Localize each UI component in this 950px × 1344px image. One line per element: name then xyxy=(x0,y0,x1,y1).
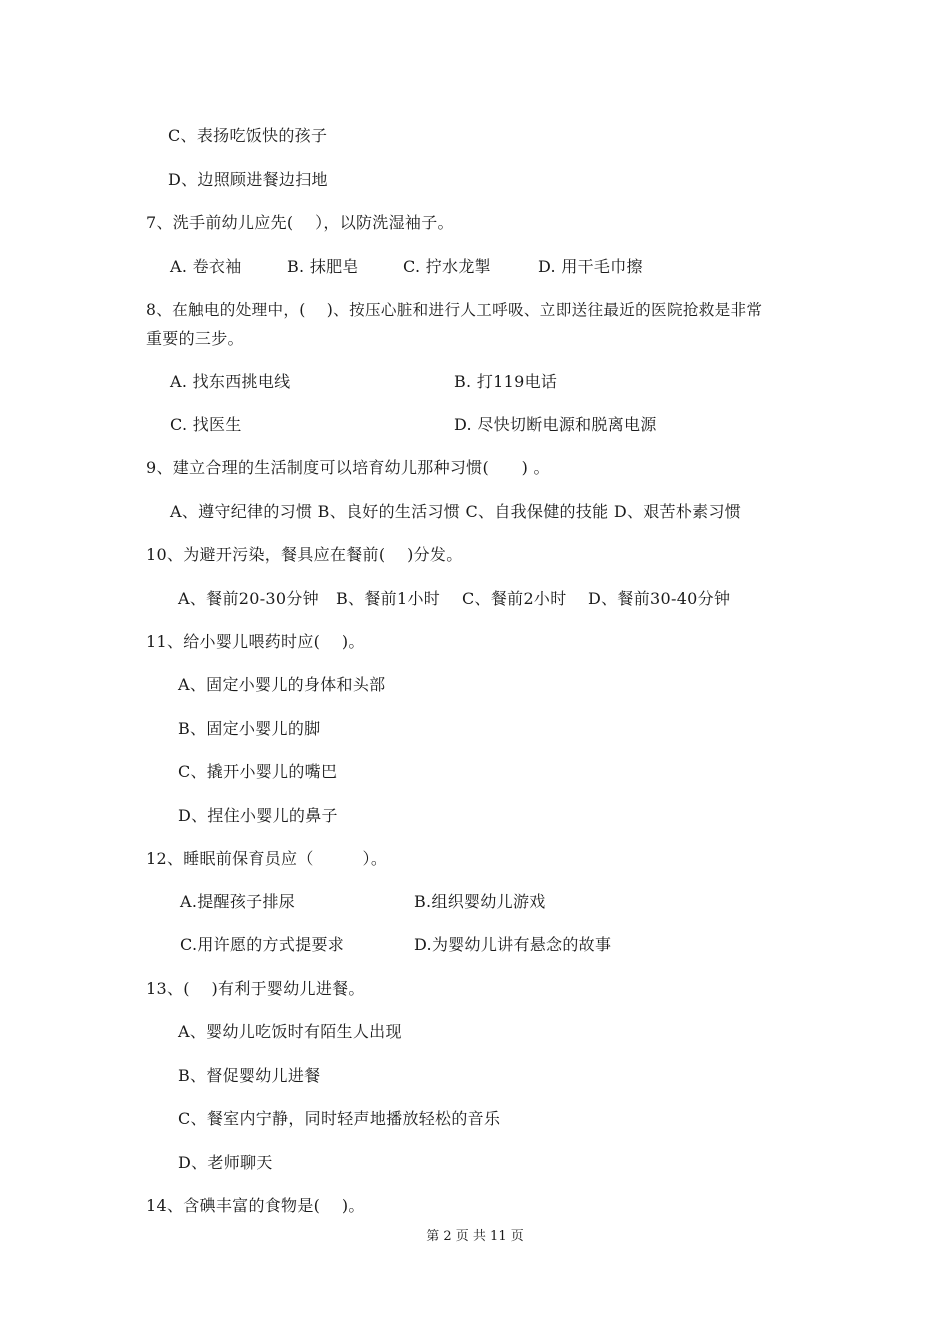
q13-option-a: A、婴幼儿吃饭时有陌生人出现 xyxy=(178,1022,402,1041)
q11-option-a: A、固定小婴儿的身体和头部 xyxy=(178,675,386,694)
q6-option-d: D、边照顾进餐边扫地 xyxy=(168,170,328,189)
q11-option-b: B、固定小婴儿的脚 xyxy=(178,719,321,738)
q11-option-c: C、撬开小婴儿的嘴巴 xyxy=(178,762,338,781)
q7-option-d: D. 用干毛巾擦 xyxy=(538,257,643,276)
q10-option-c: C、餐前2小时 xyxy=(462,589,567,608)
q8-stem-line-1: 8、在触电的处理中，( )、按压心脏和进行人工呼吸、立即送往最近的医院抢救是非常 xyxy=(146,301,763,319)
page-number: 第 2 页 共 11 页 xyxy=(426,1229,524,1244)
q8-option-b: B. 打119电话 xyxy=(454,372,558,391)
q8-option-c: C. 找医生 xyxy=(170,415,242,434)
q12-option-a: A.提醒孩子排尿 xyxy=(180,892,296,911)
q11-stem: 11、给小婴儿喂药时应( )。 xyxy=(146,632,365,651)
q10-option-b: B、餐前1小时 xyxy=(336,589,441,608)
q12-option-d: D.为婴幼儿讲有悬念的故事 xyxy=(414,935,612,954)
q10-option-d: D、餐前30-40分钟 xyxy=(588,589,731,608)
q10-stem: 10、为避开污染，餐具应在餐前( )分发。 xyxy=(146,545,463,564)
q13-option-c: C、餐室内宁静，同时轻声地播放轻松的音乐 xyxy=(178,1109,501,1128)
q7-option-b: B. 抹肥皂 xyxy=(287,257,359,276)
q12-stem: 12、睡眠前保育员应（ ）。 xyxy=(146,849,388,868)
q9-stem: 9、建立合理的生活制度可以培育幼儿那种习惯( ) 。 xyxy=(146,458,550,477)
q7-option-c: C. 拧水龙掣 xyxy=(403,257,491,276)
q7-option-a: A. 卷衣袖 xyxy=(170,257,242,276)
q10-option-a: A、餐前20-30分钟 xyxy=(178,589,319,608)
q8-option-a: A. 找东西挑电线 xyxy=(170,372,291,391)
q6-option-c: C、表扬吃饭快的孩子 xyxy=(168,126,328,145)
q12-option-b: B.组织婴幼儿游戏 xyxy=(414,892,546,911)
q9-options: A、遵守纪律的习惯 B、良好的生活习惯 C、自我保健的技能 D、艰苦朴素习惯 xyxy=(170,502,742,521)
q13-option-d: D、老师聊天 xyxy=(178,1153,273,1172)
q13-option-b: B、督促婴幼儿进餐 xyxy=(178,1066,321,1085)
q12-option-c: C.用许愿的方式提要求 xyxy=(180,935,345,954)
q14-stem: 14、含碘丰富的食物是( )。 xyxy=(146,1196,365,1215)
q13-stem: 13、( )有利于婴幼儿进餐。 xyxy=(146,979,365,998)
q11-option-d: D、捏住小婴儿的鼻子 xyxy=(178,806,338,825)
q7-stem: 7、洗手前幼儿应先( ），以防洗湿袖子。 xyxy=(146,213,454,232)
q8-stem-line-2: 重要的三步。 xyxy=(146,329,244,348)
q8-option-d: D. 尽快切断电源和脱离电源 xyxy=(454,415,657,434)
